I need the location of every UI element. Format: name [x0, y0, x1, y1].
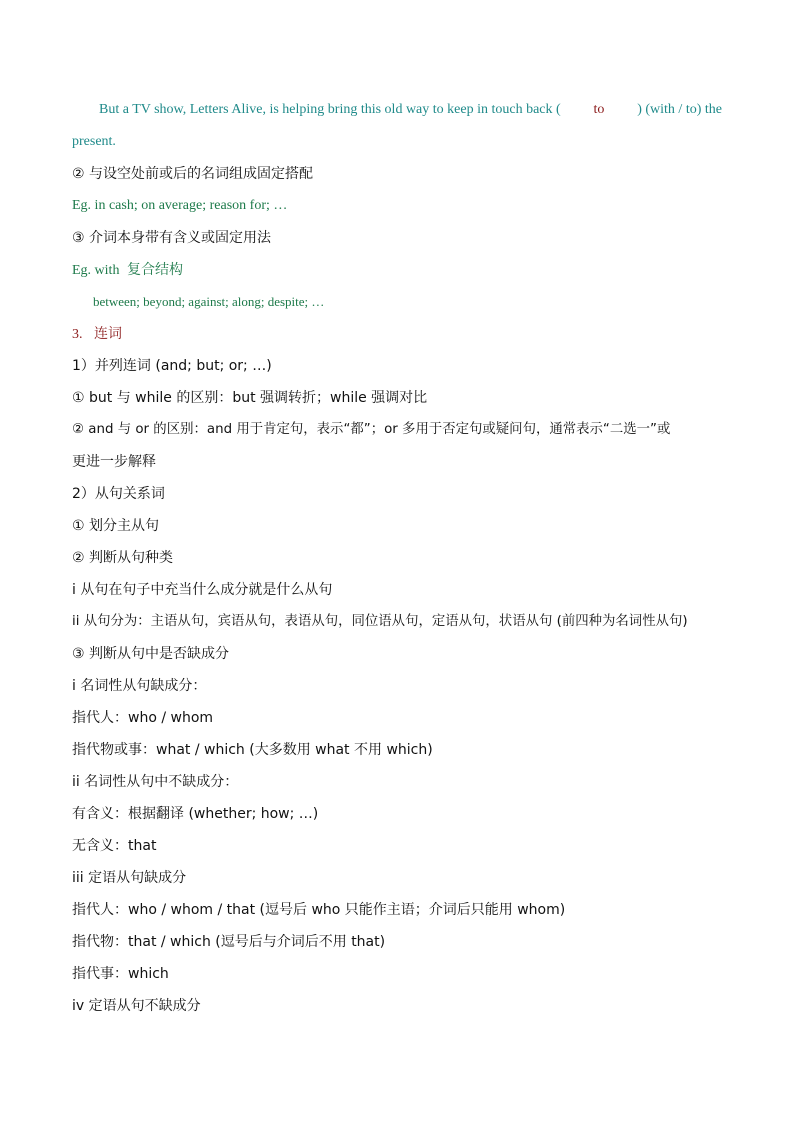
clause-step-3: ③ 判断从句中是否缺成分	[72, 646, 230, 662]
example-sentence-part1: But a TV show, Letters Alive, is helping bring this old way to keep in touch back (	[99, 102, 561, 117]
section-3-title: 连词	[94, 326, 122, 342]
clause-step-1: ① 划分主从句	[72, 518, 160, 534]
clause-step-3-iii: iii 定语从句缺成分	[72, 870, 187, 886]
clause-word-heading: 2）从句关系词	[72, 486, 165, 502]
prep-point-3-title: ③ 介词本身带有含义或固定用法	[72, 230, 272, 246]
prep-point-3-example-cn: 复合结构	[126, 262, 183, 278]
example-sentence-line-2	[72, 131, 724, 153]
prep-point-3-example-prefix: Eg. with	[72, 263, 120, 278]
example-sentence-part3: present.	[72, 134, 116, 149]
prep-point-3-list: between; beyond; against; along; despite; …	[93, 294, 325, 309]
prep-point-3-example	[72, 259, 724, 281]
clause-step-3-iii-matter: 指代事：which	[72, 966, 169, 982]
example-answer: to	[593, 102, 605, 117]
prep-point-2-example: Eg. in cash; on average; reason for; …	[72, 198, 288, 213]
but-while-item: ① but 与 while 的区别：but 强调转折；while 强调对比	[72, 390, 428, 406]
clause-step-2-ii: ii 从句分为：主语从句，宾语从句，表语从句，同位语从句，定语从句，状语从句 (前四种为名词性从句)	[72, 614, 688, 629]
and-or-item-line-1: ② and 与 or 的区别：and 用于肯定句，表示“都”；or 多用于否定句或疑问句，通常表示“二选一”或	[72, 422, 671, 437]
clause-step-3-iii-thing: 指代物：that / which (逗号后与介词后不用 that)	[72, 934, 386, 950]
clause-step-3-ii-meaning: 有含义：根据翻译 (whether; how; …)	[72, 806, 319, 822]
section-3-heading	[72, 323, 724, 345]
clause-step-3-iii-person: 指代人：who / whom / that (逗号后 who 只能作主语；介词后只能用 whom)	[72, 902, 566, 918]
clause-step-3-iv: iv 定语从句不缺成分	[72, 998, 201, 1014]
clause-step-3-i: i 名词性从句缺成分：	[72, 678, 207, 694]
coord-conj-heading: 1）并列连词 (and; but; or; …)	[72, 358, 272, 374]
clause-step-3-ii: ii 名词性从句中不缺成分：	[72, 774, 239, 790]
clause-step-2: ② 判断从句种类	[72, 550, 174, 566]
clause-step-3-i-person: 指代人：who / whom	[72, 710, 214, 726]
prep-point-2-title: ② 与设空处前或后的名词组成固定搭配	[72, 166, 313, 182]
example-sentence-part2: ) (with / to) the	[637, 102, 722, 117]
and-or-item-line-2: 更进一步解释	[72, 454, 156, 470]
example-sentence-line-1	[99, 99, 722, 121]
clause-step-3-i-thing: 指代物或事：what / which (大多数用 what 不用 which)	[72, 742, 433, 758]
section-3-number: 3.	[72, 327, 83, 342]
clause-step-3-ii-no-meaning: 无含义：that	[72, 838, 157, 854]
clause-step-2-i: i 从句在句子中充当什么成分就是什么从句	[72, 582, 333, 598]
